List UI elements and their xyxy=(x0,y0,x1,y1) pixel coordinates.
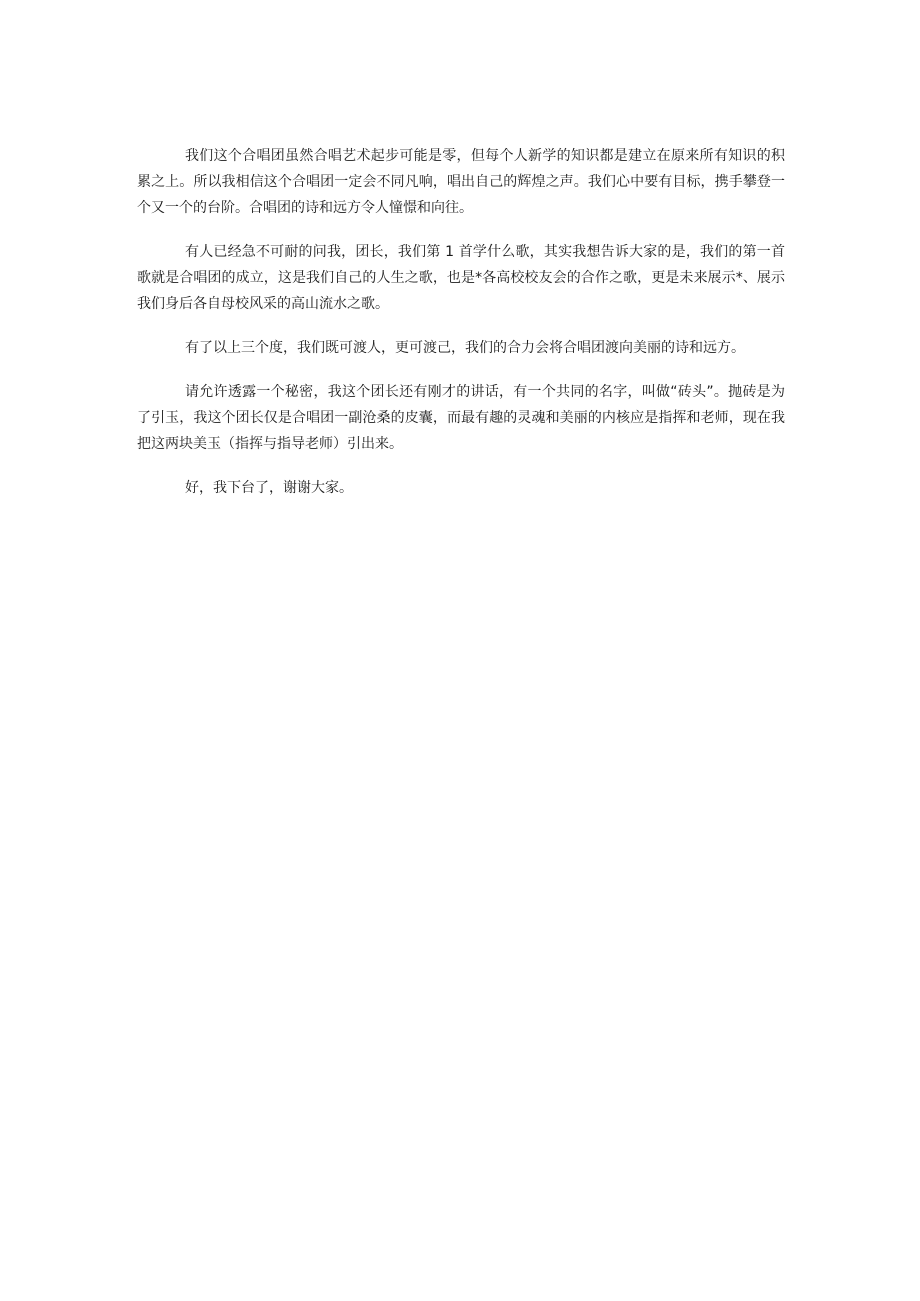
paragraph-5: 好，我下台了，谢谢大家。 xyxy=(185,480,353,496)
paragraph-4: 请允许透露一个秘密，我这个团长还有刚才的讲话，有一个共同的名字，叫做“砖头”。抛砖是为了引玉，我这个团长仅是合唱团一副沧桑的皮囊，而最有趣的灵魂和美丽的内核应是指挥和老师，现在我把这两块美玉（指挥与指导老师）引出来。 xyxy=(137,384,785,452)
document-body xyxy=(137,143,785,519)
paragraph-2: 有人已经急不可耐的问我，团长，我们第 1 首学什么歌，其实我想告诉大家的是，我们的第一首歌就是合唱团的成立，这是我们自己的人生之歌，也是*各高校校友会的合作之歌，更是未来展示*、展示我们身后各自母校风采的高山流水之歌。 xyxy=(137,244,785,312)
paragraph-3: 有了以上三个度，我们既可渡人，更可渡己，我们的合力会将合唱团渡向美丽的诗和远方。 xyxy=(185,340,745,356)
paragraph-1: 我们这个合唱团虽然合唱艺术起步可能是零，但每个人新学的知识都是建立在原来所有知识的积累之上。所以我相信这个合唱团一定会不同凡响，唱出自己的辉煌之声。我们心中要有目标，携手攀登一个又一个的台阶。合唱团的诗和远方令人憧憬和向往。 xyxy=(137,148,785,216)
